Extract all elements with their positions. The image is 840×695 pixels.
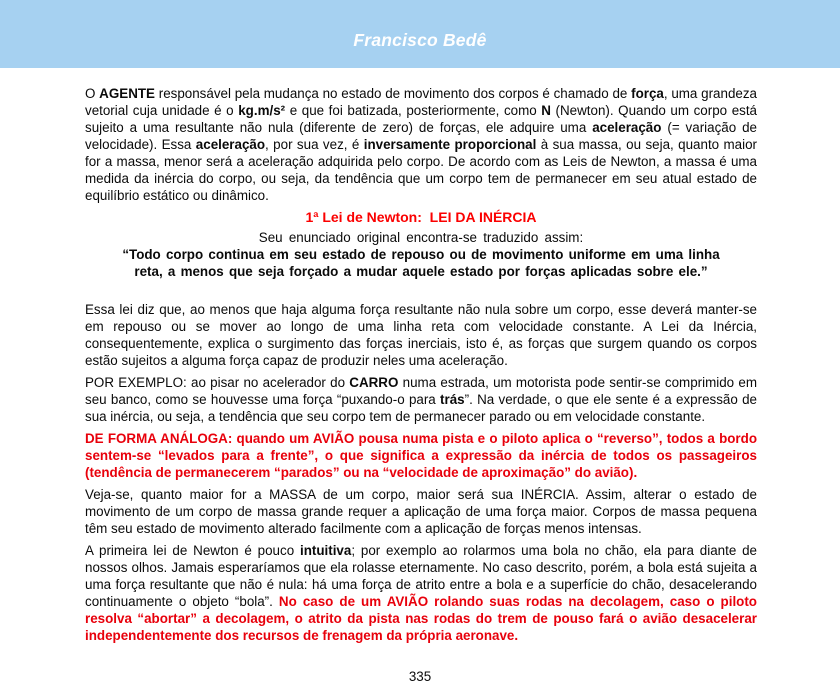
quote-intro: Seu enunciado original encontra-se traduzido assim: xyxy=(258,230,584,245)
header-bar xyxy=(0,0,840,68)
page-content xyxy=(85,85,757,644)
paragraph-intuicao-bola: A primeira lei de Newton é pouco intuitiva; por exemplo ao rolarmos uma bola no chão, ela para diante de nossos olhos. Jamais esperaríamos que ela rolasse eternamente. No caso descrito, porém, a bola está sujeita a uma força resultante que não é nula: há uma força de atrito entre a bola e a superfície do chão, desacelerando continuamente o objeto “bola”. No caso de um AVIÃO rolando suas rodas na decolagem, caso o piloto resolva “abortar” a decolagem, o atrito da pista nas rodas do trem de pouso fará o avião desacelerar independentemente dos recursos de frenagem da própria aeronave. xyxy=(85,543,757,643)
page-number: 335 xyxy=(408,669,432,684)
paragraph-lei-explicacao: Essa lei diz que, ao menos que haja alguma força resultante não nula sobre um corpo, esse deverá manter-se em repouso ou se mover ao longo de uma linha reta com velocidade constante. A Lei da Inércia, consequentemente, explica o surgimento das forças inerciais, isto é, as forças que surgem quando os corpos estão sujeitos a alguma força capaz de produzir neles uma aceleração. xyxy=(85,302,757,368)
section-heading: 1ª Lei de Newton: LEI DA INÉRCIA xyxy=(305,209,537,225)
paragraph-exemplo-carro: POR EXEMPLO: ao pisar no acelerador do CARRO numa estrada, um motorista pode sentir-se comprimido em seu banco, como se houvesse uma força “puxando-o para trás”. Na verdade, o que ele sente é a expressão de sua inércia, ou seja, a tendência que seu corpo tem de permanecer parado ou em velocidade constante. xyxy=(85,375,757,424)
law-quote-line-1: “Todo corpo continua em seu estado de repouso ou de movimento uniforme em uma linha xyxy=(122,247,720,262)
paragraph-massa-inercia: Veja-se, quanto maior for a MASSA de um corpo, maior será sua INÉRCIA. Assim, alterar o estado de movimento de um corpo de massa grande requer a aplicação de uma força maior. Corpos de massa pequena têm seu estado de movimento alterado facilmente com a aplicação de forças menos intensas. xyxy=(85,487,757,536)
paragraph-exemplo-aviao: DE FORMA ANÁLOGA: quando um AVIÃO pousa numa pista e o piloto aplica o “reverso”, todos a bordo sentem-se “levados para a frente”, o que significa a expressão da inércia de todos os passageiros (tendência de permanecerem “parados” ou na “velocidade de aproximação” do avião). xyxy=(85,431,757,480)
author-title: Francisco Bedê xyxy=(353,29,487,50)
law-quote-line-2: reta, a menos que seja forçado a mudar aquele estado por forças aplicadas sobre ele.” xyxy=(134,264,708,279)
page-footer xyxy=(0,669,840,684)
paragraph-agente-forca: O AGENTE responsável pela mudança no estado de movimento dos corpos é chamado de força, uma grandeza vetorial cuja unidade é o kg.m/s² e que foi batizada, posteriormente, como N (Newton). Quando um corpo está sujeito a uma resultante não nula (diferente de zero) de forças, ele adquire uma aceleração (= variação de velocidade). Essa aceleração, por sua vez, é inversamente proporcional à sua massa, ou seja, quanto maior for a massa, menor será a aceleração adquirida pelo corpo. De acordo com as Leis de Newton, a massa é uma medida da inércia do corpo, ou seja, da tendência que um corpo tem de permanecer em seu atual estado de equilíbrio estático ou dinâmico. xyxy=(85,86,758,203)
law-quote xyxy=(85,246,757,280)
